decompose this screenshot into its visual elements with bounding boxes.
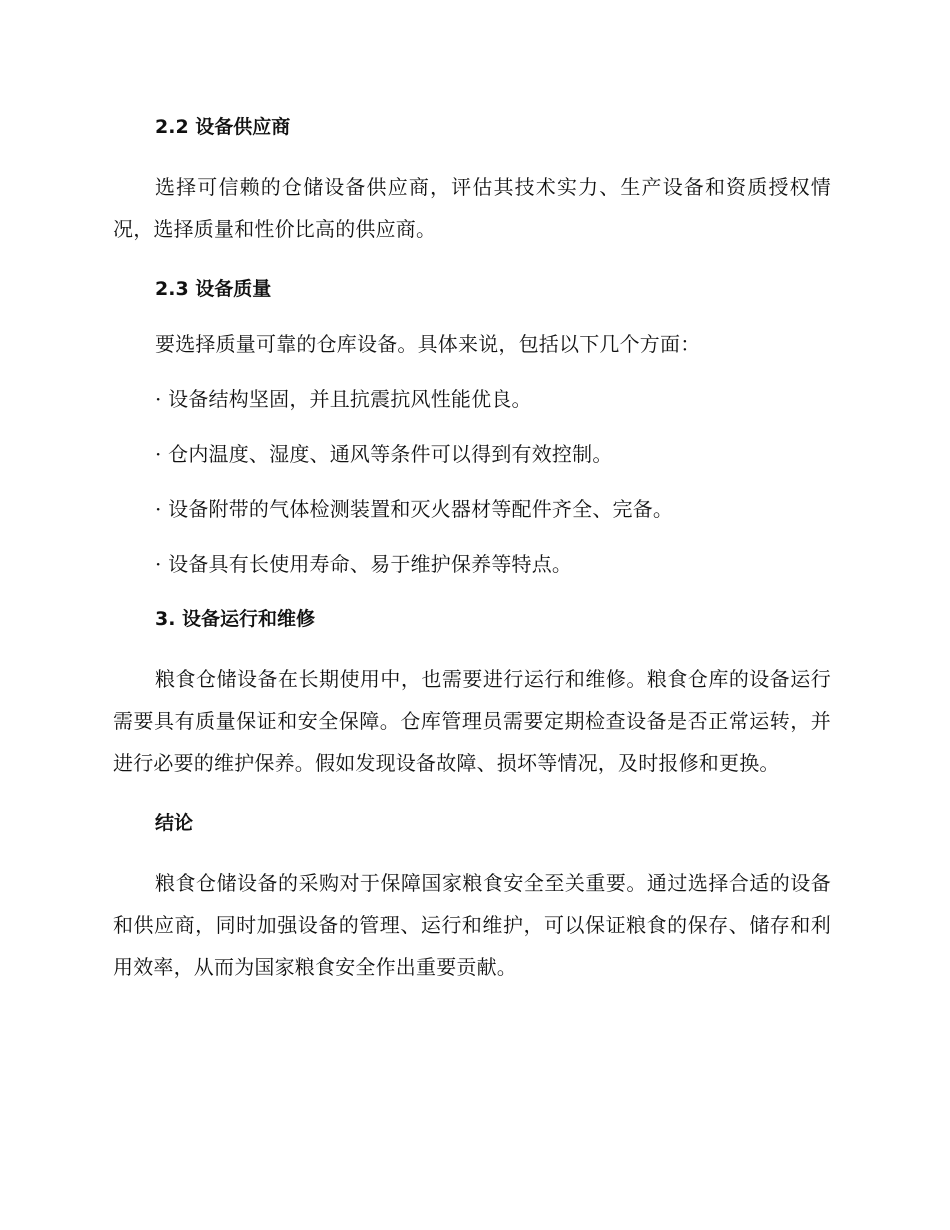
document-body: [113, 112, 831, 988]
section-heading-3: 3. 设备运行和维修: [155, 608, 316, 630]
bullet-item: · 设备结构坚固，并且抗震抗风性能优良。: [155, 387, 532, 411]
paragraph-supplier: 选择可信赖的仓储设备供应商，评估其技术实力、生产设备和资质授权情况，选择质量和性价比高的供应商。: [113, 175, 831, 241]
paragraph-conclusion: 粮食仓储设备的采购对于保障国家粮食安全至关重要。通过选择合适的设备和供应商，同时加强设备的管理、运行和维护，可以保证粮食的保存、储存和利用效率，从而为国家粮食安全作出重要贡献。: [113, 871, 831, 979]
bullet-item: · 设备具有长使用寿命、易于维护保养等特点。: [155, 552, 573, 576]
bullet-item: · 设备附带的气体检测装置和灭火器材等配件齐全、完备。: [155, 497, 674, 521]
paragraph-quality-intro: 要选择质量可靠的仓库设备。具体来说，包括以下几个方面：: [155, 332, 701, 356]
paragraph-operation: 粮食仓储设备在长期使用中，也需要进行运行和维修。粮食仓库的设备运行需要具有质量保证和安全保障。仓库管理员需要定期检查设备是否正常运转，并进行必要的维护保养。假如发现设备故障、损坏等情况，及时报修和更换。: [113, 667, 831, 775]
section-heading-2-3: 2.3 设备质量: [155, 278, 272, 300]
bullet-item: · 仓内温度、湿度、通风等条件可以得到有效控制。: [155, 442, 613, 466]
section-heading-conclusion: 结论: [155, 812, 194, 834]
section-heading-2-2: 2.2 设备供应商: [155, 116, 291, 138]
